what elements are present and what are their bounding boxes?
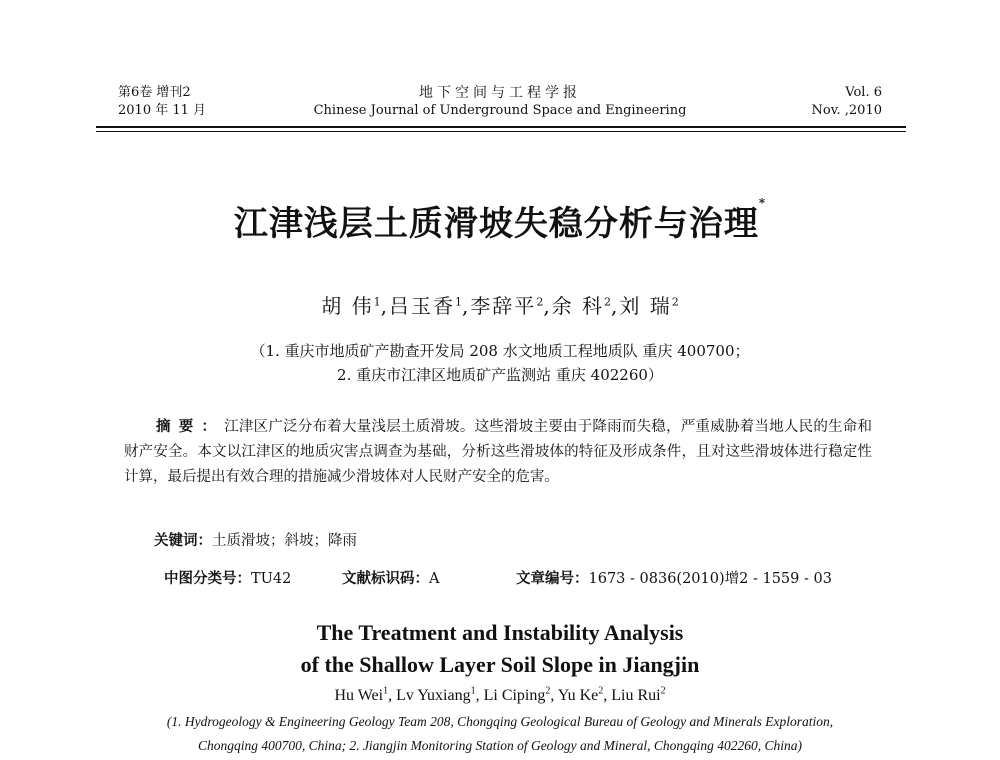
- clc-number: 中图分类号：TU42: [164, 570, 292, 587]
- paper-title-cn: [0, 196, 1000, 245]
- keywords-text: 土质滑坡；斜坡；降雨: [212, 533, 357, 549]
- affiliation-cn-1: （1. 重庆市地质矿产勘查开发局 208 水文地质工程地质队 重庆 400700；: [250, 342, 750, 360]
- header-rule-thin: [96, 131, 906, 132]
- date-en: Nov. ,2010: [811, 103, 882, 118]
- header-rule-thick: [96, 126, 906, 128]
- abstract-text: 江津区广泛分布着大量浅层土质滑坡。这些滑坡主要由于降雨而失稳，严重威胁着当地人民的生命和财产安全。本文以江津区的地质灾害点调查为基础，分析这些滑坡体的特征及形成条件，且对这些滑坡体进行稳定性计算，最后提出有效合理的措施减少滑坡体对人民财产安全的危害。: [124, 419, 872, 485]
- journal-name-en: Chinese Journal of Underground Space and Engineering: [313, 103, 687, 118]
- affiliation-cn-2: 2. 重庆市江津区地质矿产监测站 重庆 402260）: [337, 366, 663, 384]
- keywords: [154, 529, 357, 550]
- author-cn: 胡 伟$^1$,: [321, 294, 389, 318]
- document-code: 文献标识码：A: [342, 570, 440, 587]
- affiliation-en-1: (1. Hydrogeology & Engineering Geology Team 208, Chongqing Geological Bureau of Geology and Minerals Exploration,: [166, 714, 834, 729]
- journal-name-cn: 地下空间与工程学报: [419, 85, 581, 101]
- volume-issue-cn: 第6卷 增刊2: [118, 85, 191, 100]
- volume-en: Vol. 6: [845, 85, 882, 100]
- author-list-cn: [0, 290, 1000, 319]
- author-en: Liu Rui$^2$: [611, 686, 666, 705]
- title-footnote-mark: *: [758, 196, 767, 210]
- affiliation-en-2: Chongqing 400700, China; 2. Jiangjin Monitoring Station of Geology and Mineral, Chongqing 402260, China): [197, 738, 803, 753]
- author-en: Hu Wei$^1$,: [334, 686, 397, 705]
- author-cn: 余 科$^2$,: [551, 294, 620, 318]
- author-cn: 吕玉香$^1$,: [388, 294, 471, 318]
- author-cn: 李辞平$^2$,: [470, 294, 552, 318]
- author-en: Yu Ke$^2$,: [557, 686, 612, 705]
- paper-title-en-line-1: The Treatment and Instability Analysis: [316, 620, 684, 645]
- paper-title-en-line-2: of the Shallow Layer Soil Slope in Jiangjin: [300, 652, 700, 677]
- abstract: [124, 414, 872, 490]
- article-number: 文章编号：1673 - 0836(2010)增2 - 1559 - 03: [516, 570, 832, 587]
- author-cn: 刘 瑞$^2$: [619, 294, 679, 318]
- title-cn-text: 江津浅层土质滑坡失稳分析与治理: [233, 204, 759, 244]
- abstract-label: 摘要：: [156, 418, 225, 435]
- author-en: Lv Yuxiang$^1$,: [396, 686, 484, 705]
- date-cn: 2010 年 11 月: [118, 103, 207, 118]
- author-en: Li Ciping$^2$,: [483, 686, 558, 705]
- header-right: [812, 84, 882, 120]
- keywords-label: 关键词：: [154, 532, 212, 549]
- author-list-en: [0, 686, 1000, 705]
